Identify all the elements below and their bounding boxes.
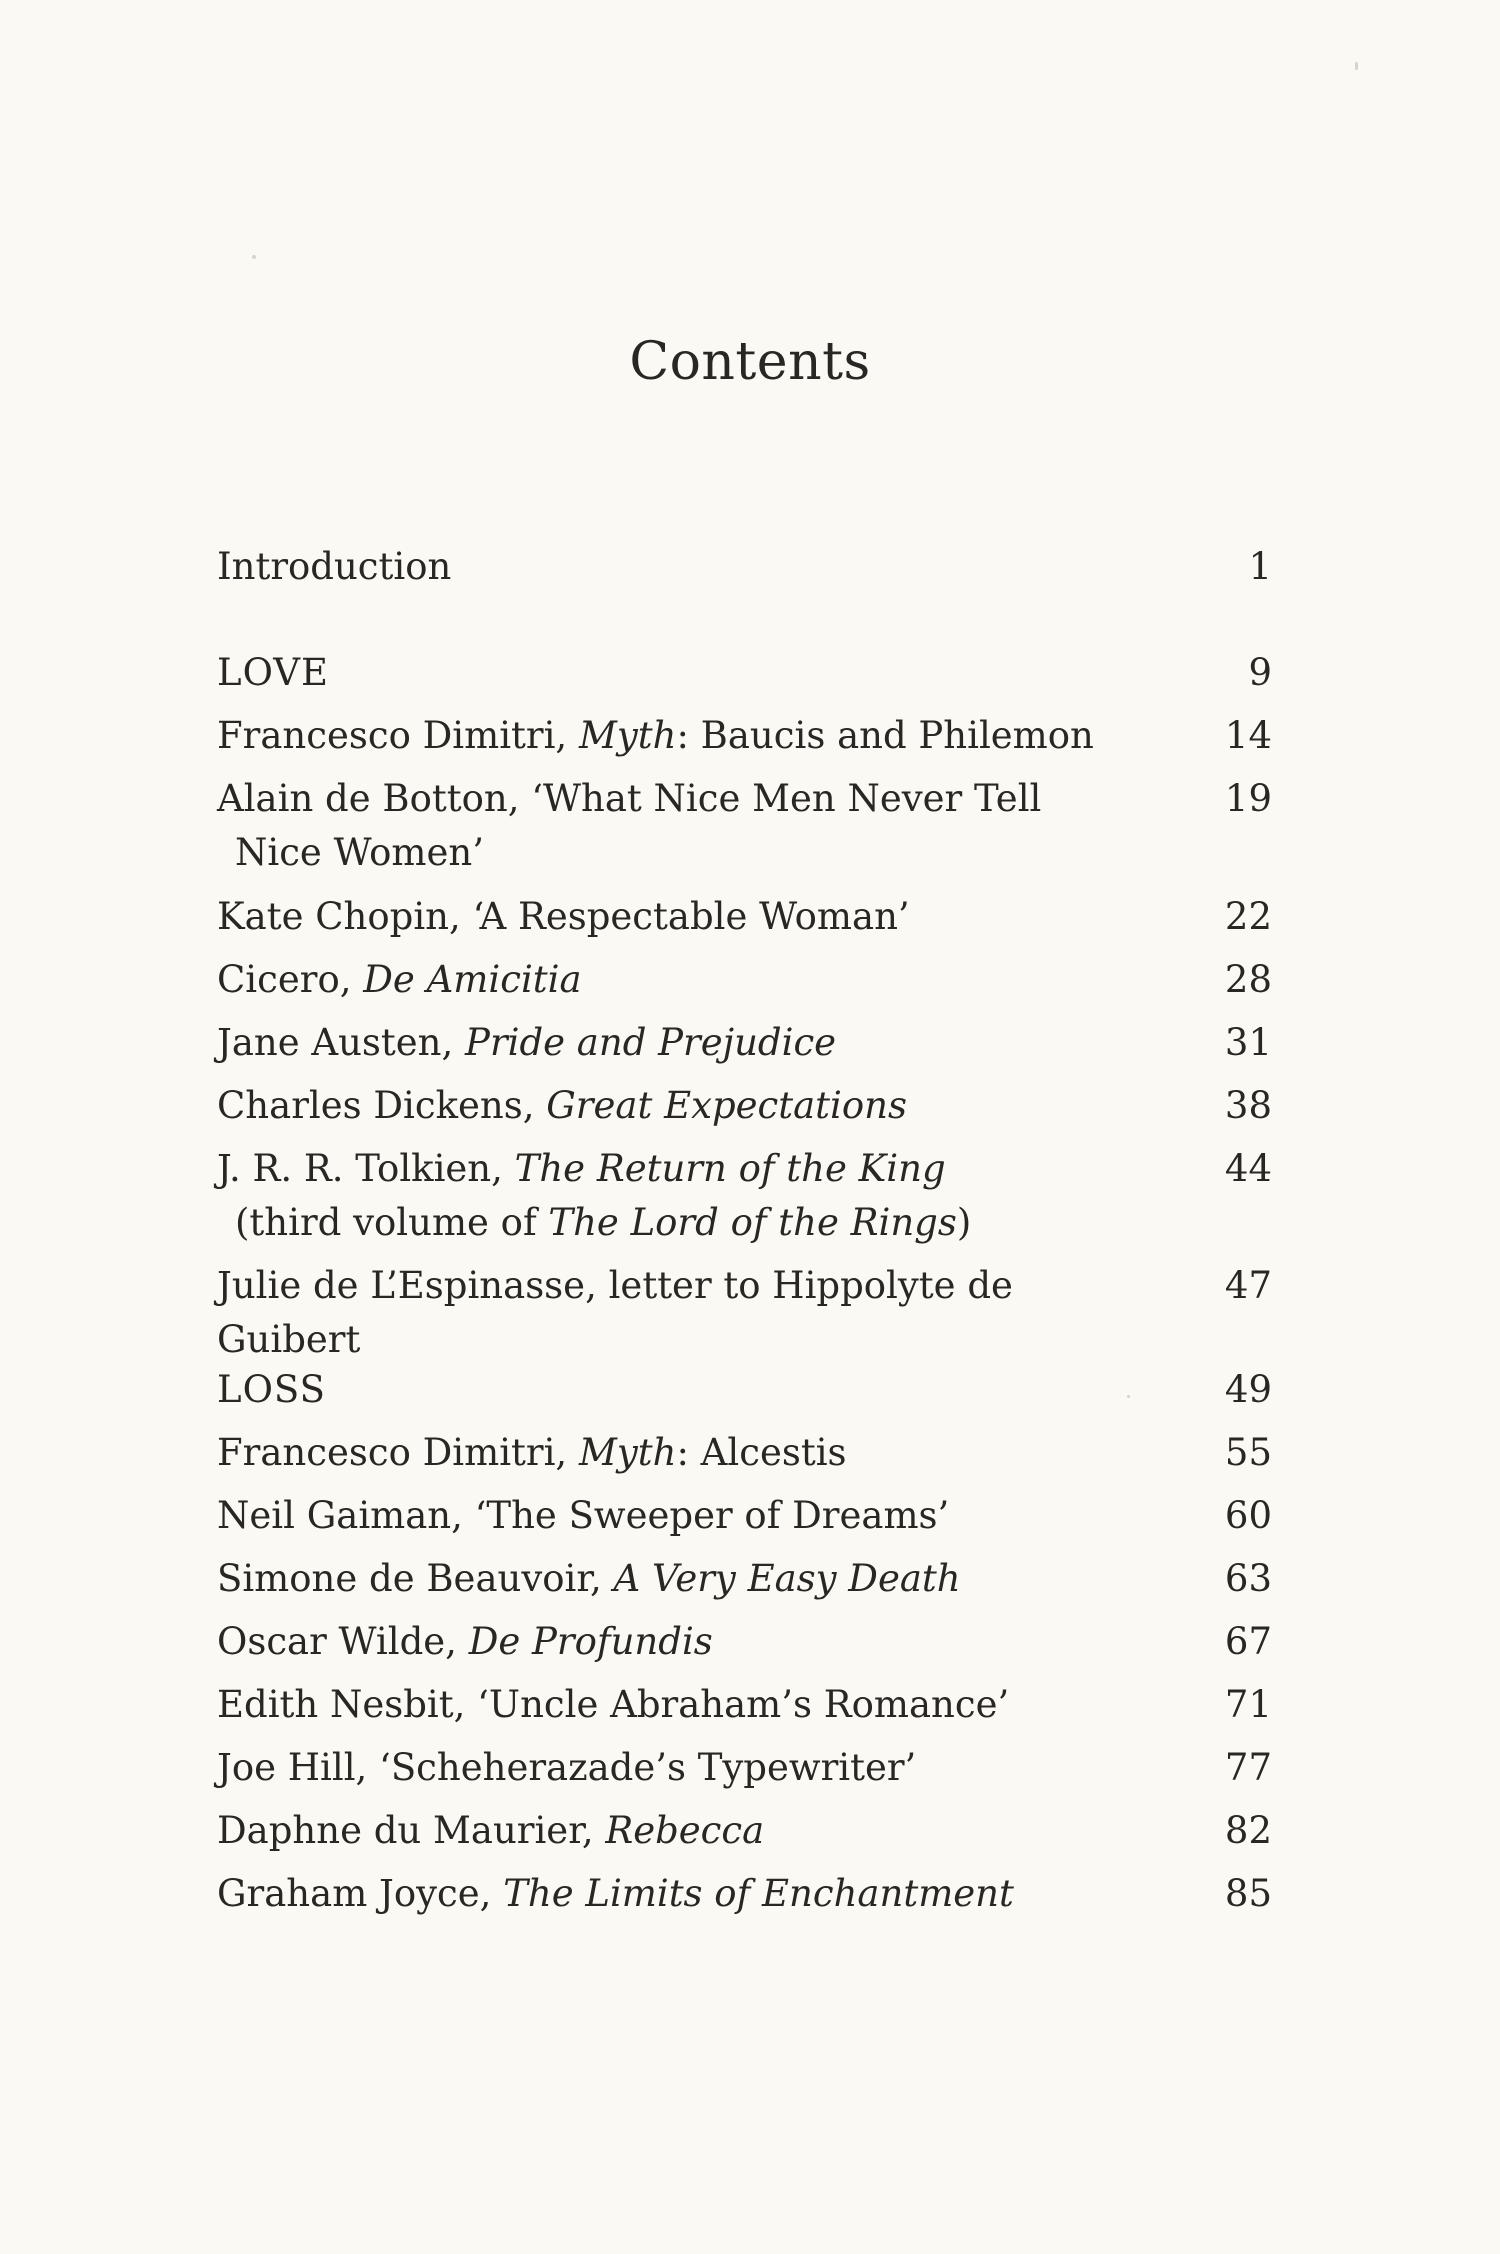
entry-author: Alain de Botton, ‘What Nice Men Never Tell <box>217 777 1042 820</box>
page-number: 67 <box>1224 1620 1272 1663</box>
entry-author: Kate Chopin, ‘A Respectable Woman’ <box>217 895 910 938</box>
entry-work: The Limits of Enchantment <box>503 1872 1014 1915</box>
page-number: 38 <box>1224 1084 1272 1127</box>
page-number: 49 <box>1224 1368 1272 1411</box>
entry-author: Oscar Wilde, <box>217 1620 457 1663</box>
entry-rest: : Baucis and Philemon <box>676 714 1094 757</box>
entry-continuation: (third volume of <box>235 1201 537 1244</box>
toc-entry <box>217 1142 1272 1250</box>
scan-speck <box>1355 62 1358 70</box>
page-number: 28 <box>1224 958 1272 1001</box>
page-number: 77 <box>1224 1746 1272 1789</box>
toc-entry <box>217 1804 1272 1858</box>
page-number: 44 <box>1224 1147 1272 1190</box>
toc-entry <box>217 1552 1272 1606</box>
page-number: 71 <box>1224 1683 1272 1726</box>
entry-author: Francesco Dimitri, <box>217 1431 568 1474</box>
toc-entry <box>217 1678 1272 1732</box>
toc-entry-introduction <box>217 540 1272 594</box>
page-number: 14 <box>1224 714 1272 757</box>
entry-author: Joe Hill, ‘Scheherazade’s Typewriter’ <box>217 1746 917 1789</box>
section-title: LOSS <box>217 1368 326 1411</box>
page-number: 60 <box>1224 1494 1272 1537</box>
toc-entry <box>217 1741 1272 1795</box>
toc-entry <box>217 1079 1272 1133</box>
entry-work: Myth <box>578 714 677 757</box>
toc-entry <box>217 1867 1272 1921</box>
page-number: 85 <box>1224 1872 1272 1915</box>
entry-work: The Lord of the Rings <box>548 1201 957 1244</box>
section-heading-love <box>217 646 1272 700</box>
entry-work: Myth <box>578 1431 677 1474</box>
entry-author: Cicero, <box>217 958 352 1001</box>
entry-rest: : Alcestis <box>676 1431 847 1474</box>
entry-author: Daphne du Maurier, <box>217 1809 594 1852</box>
page-number: 55 <box>1224 1431 1272 1474</box>
scan-speck <box>252 255 256 259</box>
page-number: 63 <box>1224 1557 1272 1600</box>
entry-author: J. R. R. Tolkien, <box>217 1147 503 1190</box>
page-title: Contents <box>629 332 871 392</box>
section-title: LOVE <box>217 651 329 694</box>
page-number: 1 <box>1248 545 1272 588</box>
toc-entry <box>217 1615 1272 1669</box>
entry-continuation: ) <box>956 1201 972 1244</box>
toc-entry <box>217 1016 1272 1070</box>
entry-work: Great Expectations <box>546 1084 907 1127</box>
entry-author: Jane Austen, <box>217 1021 454 1064</box>
toc-entry <box>217 772 1272 880</box>
toc-entry <box>217 709 1272 763</box>
entry-work: Rebecca <box>605 1809 765 1852</box>
entry-author: Graham Joyce, <box>217 1872 492 1915</box>
entry-author: Francesco Dimitri, <box>217 714 568 757</box>
entry-author: Neil Gaiman, ‘The Sweeper of Dreams’ <box>217 1494 950 1537</box>
entry-work: Pride and Prejudice <box>465 1021 837 1064</box>
page-number: 22 <box>1224 895 1272 938</box>
toc-entry <box>217 1259 1272 1367</box>
page-number: 9 <box>1248 651 1272 694</box>
entry-work: De Profundis <box>468 1620 713 1663</box>
page-number: 19 <box>1224 777 1272 820</box>
section-heading-loss <box>217 1363 1272 1417</box>
page-number: 31 <box>1224 1021 1272 1064</box>
entry-work: A Very Easy Death <box>613 1557 961 1600</box>
toc-entry <box>217 890 1272 944</box>
toc-entry <box>217 1489 1272 1543</box>
entry-author: Edith Nesbit, ‘Uncle Abraham’s Romance’ <box>217 1683 1010 1726</box>
page-number: 47 <box>1224 1264 1272 1307</box>
entry-author: Julie de L’Espinasse, letter to Hippolyte de Guibert <box>217 1264 1013 1361</box>
entry-author: Simone de Beauvoir, <box>217 1557 602 1600</box>
entry-continuation: Nice Women’ <box>235 831 484 874</box>
entry-author: Charles Dickens, <box>217 1084 535 1127</box>
toc-entry <box>217 1426 1272 1480</box>
page-number: 82 <box>1224 1809 1272 1852</box>
entry-work: De Amicitia <box>363 958 582 1001</box>
entry-work: The Return of the King <box>514 1147 946 1190</box>
entry-title: Introduction <box>217 545 452 588</box>
toc-entry <box>217 953 1272 1007</box>
